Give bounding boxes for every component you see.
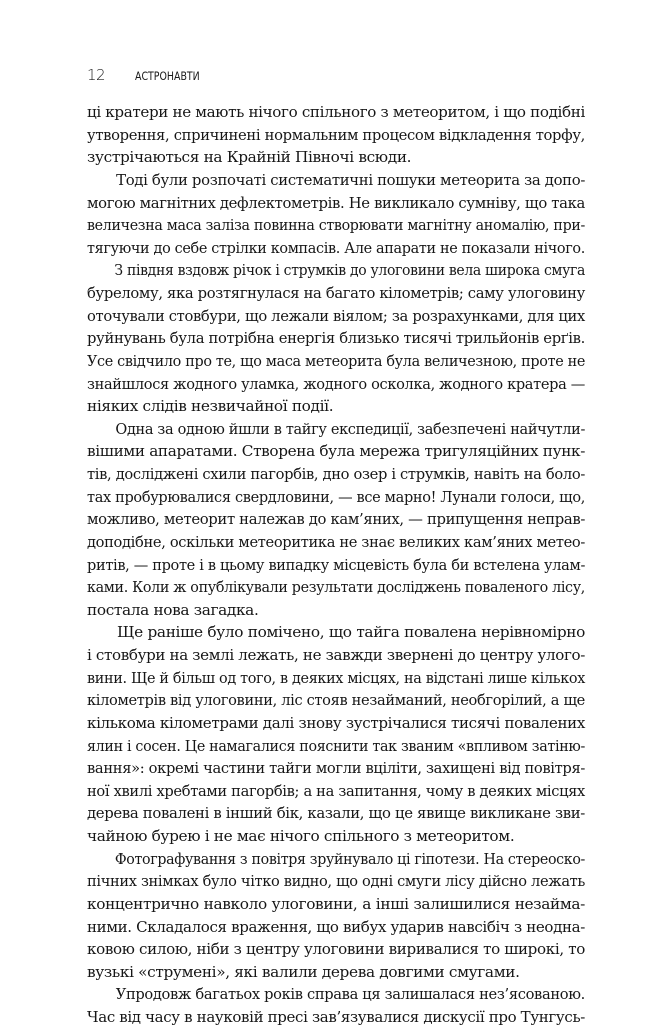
paragraph xyxy=(87,418,585,622)
paragraph xyxy=(87,848,585,984)
text-line: ковою силою, ніби з центру улоговини виривалися то широкі, то xyxy=(87,940,585,959)
text-line: ритів, — проте і в цьому випадку місцевість була би встелена улам- xyxy=(87,555,586,574)
running-title: АСТРОНАВТИ xyxy=(135,69,200,83)
text-line: Усе свідчило про те, що маса метеорита була величезною, проте не xyxy=(87,351,586,370)
text-line: вання»: окремі частини тайги могли вціліти, захищені від повітря- xyxy=(87,759,586,778)
text-line: доподібне, оскільки метеоритика не знає великих кам’яних метео- xyxy=(87,532,585,551)
text-line: ялин і сосен. Це намагалися пояснити так званим «впливом затіню- xyxy=(87,736,586,755)
page-number: 12 xyxy=(87,66,106,84)
text-line: Одна за одною йшли в тайгу експедиції, забезпечені найчутли- xyxy=(115,419,586,438)
text-line: постала нова загадка. xyxy=(87,600,259,619)
text-line: вузькі «струмені», які валили дерева довгими смугами. xyxy=(87,962,520,981)
text-line: ної хвилі хребтами пагорбів; а на запитання, чому в деяких місцях xyxy=(87,781,585,800)
text-line: Упродовж багатьох років справа ця залишалася нез’ясованою. xyxy=(115,985,585,1004)
text-line: ці кратери не мають нічого спільного з метеоритом, і що подібні xyxy=(87,103,586,121)
text-line: дерева повалені в інший бік, казали, що це явище викликане зви- xyxy=(87,804,585,823)
paragraph xyxy=(87,983,585,1028)
text-line: тах пробурювалися свердловини, — все марно! Лунали голоси, що, xyxy=(87,487,586,506)
paragraph xyxy=(87,621,585,847)
paragraph xyxy=(87,101,585,169)
text-line: бурелому, яка розтягнулася на багато кілометрів; саму улоговину xyxy=(87,284,585,302)
text-line: Час від часу в науковій пресі зав’язувалися дискусії про Тунгусь- xyxy=(87,1008,585,1026)
text-line: руйнувань була потрібна енергія близько тисячі трильйонів ерґів. xyxy=(87,329,585,348)
text-line: вішими апаратами. Створена була мережа тригуляційних пунк- xyxy=(87,442,586,461)
text-line: утворення, спричинені нормальним процесом відкладення торфу, xyxy=(87,125,585,144)
text-line: могою магнітних дефлектометрів. Не викликало сумніву, що така xyxy=(87,193,585,212)
paragraph xyxy=(87,169,585,260)
text-line: тягуючи до себе стрілки компасів. Але апарати не показали нічого. xyxy=(87,238,585,257)
text-line: зустрічаються на Крайній Півночі всюди. xyxy=(87,148,412,167)
text-line: чайною бурею і не має нічого спільного з метеоритом. xyxy=(87,827,515,845)
text-line: концентрично навколо улоговини, а інші залишилися незайма- xyxy=(87,894,585,913)
text-line: Тоді були розпочаті систематичні пошуки метеорита за допо- xyxy=(116,170,586,189)
text-line: кількома кілометрами далі знову зустрічалися тисячі повалених xyxy=(87,713,586,732)
text-line: вини. Ще й більш од того, в деяких місцях, на відстані лише кількох xyxy=(87,668,585,687)
text-line: можливо, метеорит належав до кам’яних, — припущення неправ- xyxy=(87,510,586,529)
text-line: знайшлося жодного уламка, жодного осколка, жодного кратера — xyxy=(87,374,585,393)
running-header xyxy=(87,66,214,84)
paragraph xyxy=(87,259,585,417)
page-body xyxy=(87,101,585,1029)
text-line: пічних знімках було чітко видно, що одні смуги лісу дійсно лежать xyxy=(87,872,586,891)
text-line: величезна маса заліза повинна створювати магнітну аномалію, при- xyxy=(87,216,585,235)
text-line: ними. Складалося враження, що вибух ударив навсібіч з неодна- xyxy=(87,917,586,936)
text-line: оточували стовбури, що лежали віялом; за розрахунками, для цих xyxy=(87,306,585,325)
text-line: тів, досліджені схили пагорбів, дно озер і струмків, навіть на боло- xyxy=(87,465,586,483)
text-line: Фотографування з повітря зруйнувало ці гіпотези. На стереоско- xyxy=(114,849,586,868)
text-line: і стовбури на землі лежать, не завжди звернені до центру улого- xyxy=(87,646,586,664)
text-line: Ще раніше було помічено, що тайга повалена нерівномірно xyxy=(117,623,585,642)
text-line: З півдня вздовж річок і струмків до улоговини вела широка смуга xyxy=(114,261,586,280)
text-line: кілометрів від улоговини, ліс стояв незайманий, необгорілий, а ще xyxy=(87,691,585,710)
text-line: ками. Коли ж опублікували результати досліджень поваленого лісу, xyxy=(87,578,586,597)
text-line: ніяких слідів незвичайної події. xyxy=(87,397,334,416)
